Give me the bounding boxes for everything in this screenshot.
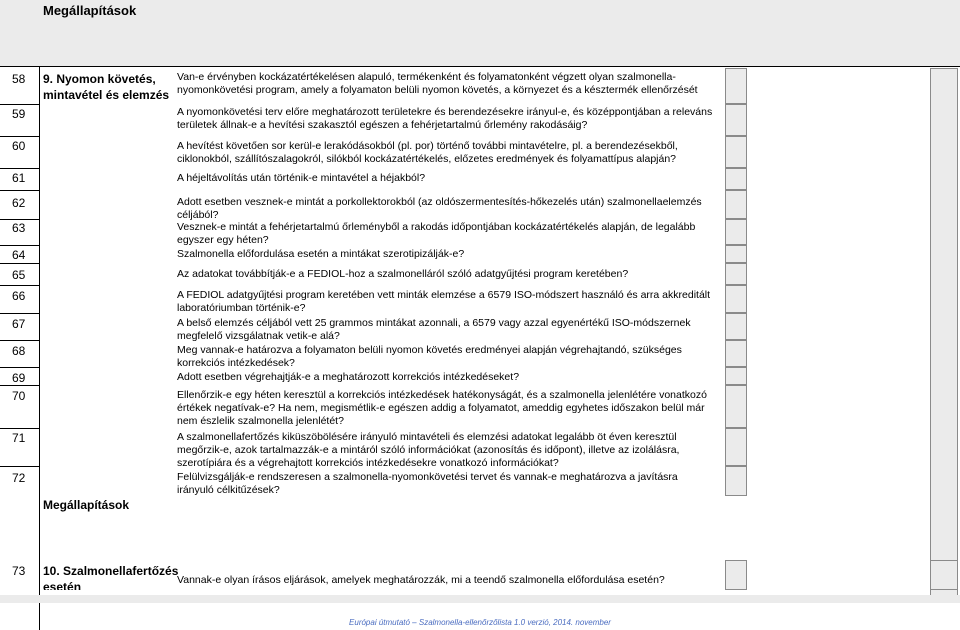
question-text: A belső elemzés céljából vett 25 grammos mintákat azonnali, a 6579 vagy azzal egyenértékű ISO-módszernek megfelelő vizsgálatnak vetik-e alá?	[177, 317, 691, 342]
question-text: A nyomonkövetési terv előre meghatározott területekre és berendezésekre irányul-e, és középpontjában a releváns területek állnak-e a hevítési szakasztól egészen a fehérjetartalmú őrlemény rakodásáig?	[177, 106, 713, 131]
answer-box[interactable]	[725, 219, 747, 245]
divider	[39, 66, 40, 596]
row-number: 69	[12, 371, 26, 385]
answer-box[interactable]	[725, 104, 747, 136]
question-text: Vannak-e olyan írásos eljárások, amelyek meghatározzák, mi a teendő szalmonella előfordulása esetén?	[177, 574, 665, 586]
question-text: Szalmonella előfordulása esetén a mintákat szerotipizálják-e?	[177, 248, 465, 260]
page-footer: Európai útmutató – Szalmonella-ellenőrzőlista 1.0 verzió, 2014. november	[349, 618, 611, 627]
divider	[0, 367, 40, 368]
question-text: Meg vannak-e határozva a folyamaton belüli nyomon követés eredményei alapján végrehajtandó, szükséges korrekciós intézkedések?	[177, 344, 682, 369]
separator-band	[0, 595, 960, 603]
section-title-line2: mintavétel és elemzés	[43, 88, 170, 102]
answer-box[interactable]	[725, 313, 747, 340]
row-number: 68	[12, 344, 26, 358]
divider	[0, 385, 40, 386]
answer-box[interactable]	[725, 466, 747, 496]
row-number: 67	[12, 317, 26, 331]
row-number: 71	[12, 431, 26, 445]
answer-box[interactable]	[725, 245, 747, 263]
answer-box[interactable]	[725, 263, 747, 285]
findings-title: Megállapítások	[43, 498, 130, 512]
divider	[0, 136, 40, 137]
header-title: Megállapítások	[43, 3, 137, 18]
question-text: Van-e érvényben kockázatértékelésen alapuló, termékenként és folyamatonként végzett olyan szalmonella-nyomonkövetési program, amely a folyamaton belüli nyomon követés, a környezet és a késztermék ellenőrzését	[177, 71, 698, 96]
section-title-line2: esetén	[43, 580, 82, 590]
row-number: 61	[12, 171, 26, 185]
divider	[0, 219, 40, 220]
answer-box[interactable]	[725, 168, 747, 190]
row-number: 66	[12, 289, 26, 303]
divider	[0, 466, 40, 467]
row-number: 59	[12, 107, 26, 121]
question-text: A hevítést követően sor kerül-e lerakódásokból (pl. por) történő további mintavételre, pl. a berendezésekből, ciklonokból, szállítószalagokról, silókból kockázatértékelés, előzetes eredmények és folyamattípus alapján?	[177, 140, 678, 165]
answer-box[interactable]	[725, 68, 747, 104]
answer-box[interactable]	[725, 385, 747, 428]
row-number: 64	[12, 248, 26, 262]
divider	[0, 245, 40, 246]
answer-box[interactable]	[725, 560, 747, 590]
question-text: Adott esetben végrehajtják-e a meghatározott korrekciós intézkedéseket?	[177, 371, 520, 383]
section-title-line1: 9. Nyomon követés,	[43, 72, 156, 86]
answer-box[interactable]	[725, 340, 747, 367]
notes-column[interactable]	[930, 560, 958, 590]
divider	[0, 313, 40, 314]
notes-column[interactable]	[930, 68, 958, 596]
answer-box[interactable]	[725, 428, 747, 466]
divider	[0, 340, 40, 341]
row-number: 60	[12, 139, 26, 153]
question-text: Vesznek-e mintát a fehérjetartalmú őrleményből a rakodás időpontjában kockázatértékelés alapján, de legalább egyszer egy héten?	[177, 221, 696, 246]
answer-box[interactable]	[725, 367, 747, 385]
row-number: 70	[12, 389, 26, 403]
row-number: 73	[12, 564, 26, 578]
answer-box[interactable]	[725, 136, 747, 168]
row-number: 62	[12, 196, 26, 210]
divider	[0, 190, 40, 191]
divider	[0, 168, 40, 169]
row-number: 58	[12, 72, 26, 86]
question-text: A FEDIOL adatgyűjtési program keretében vett minták elemzése a 6579 ISO-módszert használó és arra akkreditált laboratóriumban történik-e?	[177, 289, 711, 314]
question-text: Adott esetben vesznek-e mintát a porkollektorokból (az oldószermentesítés-hőkezelés után) szalmonellaelemzés céljából?	[177, 196, 702, 221]
header-band	[0, 0, 960, 67]
question-text: Az adatokat továbbítják-e a FEDIOL-hoz a szalmonelláról szóló adatgyűjtési program keretében?	[177, 268, 629, 280]
question-text: A szalmonellafertőzés kiküszöbölésére irányuló mintavételi és elemzési adatokat legalább öt éven keresztül megőrzik-e, azok tartalmazzák-e a mintáról szóló információkat (azonosítás és időpont), illetve az izolálásra, szerotípiára és a végrehajtott korrekciós intézkedésekre vonatkozó információkat?	[177, 431, 680, 469]
divider	[0, 104, 40, 105]
question-text: Felülvizsgálják-e rendszeresen a szalmonella-nyomonkövetési tervet és vannak-e meghatározva a javításra irányuló célkitűzések?	[177, 471, 678, 496]
question-text: A héjeltávolítás után történik-e mintavétel a héjakból?	[177, 172, 426, 184]
divider	[0, 285, 40, 286]
row-number: 63	[12, 221, 26, 235]
answer-box[interactable]	[725, 285, 747, 313]
row-number: 72	[12, 471, 26, 485]
answer-box[interactable]	[725, 190, 747, 219]
section-title-line1: 10. Szalmonellafertőzés	[43, 564, 179, 578]
divider	[0, 428, 40, 429]
divider	[0, 263, 40, 264]
row-number: 65	[12, 268, 26, 282]
question-text: Ellenőrzik-e egy héten keresztül a korrekciós intézkedések hatékonyságát, és a szalmonella jelenlétére vonatkozó értékek negatívak-e? Ha nem, megismétlik-e egészen addig a folyamatot, ameddig egyhetes időszakon belül már nem észlelik szalmonella jelenlétét?	[177, 389, 707, 427]
